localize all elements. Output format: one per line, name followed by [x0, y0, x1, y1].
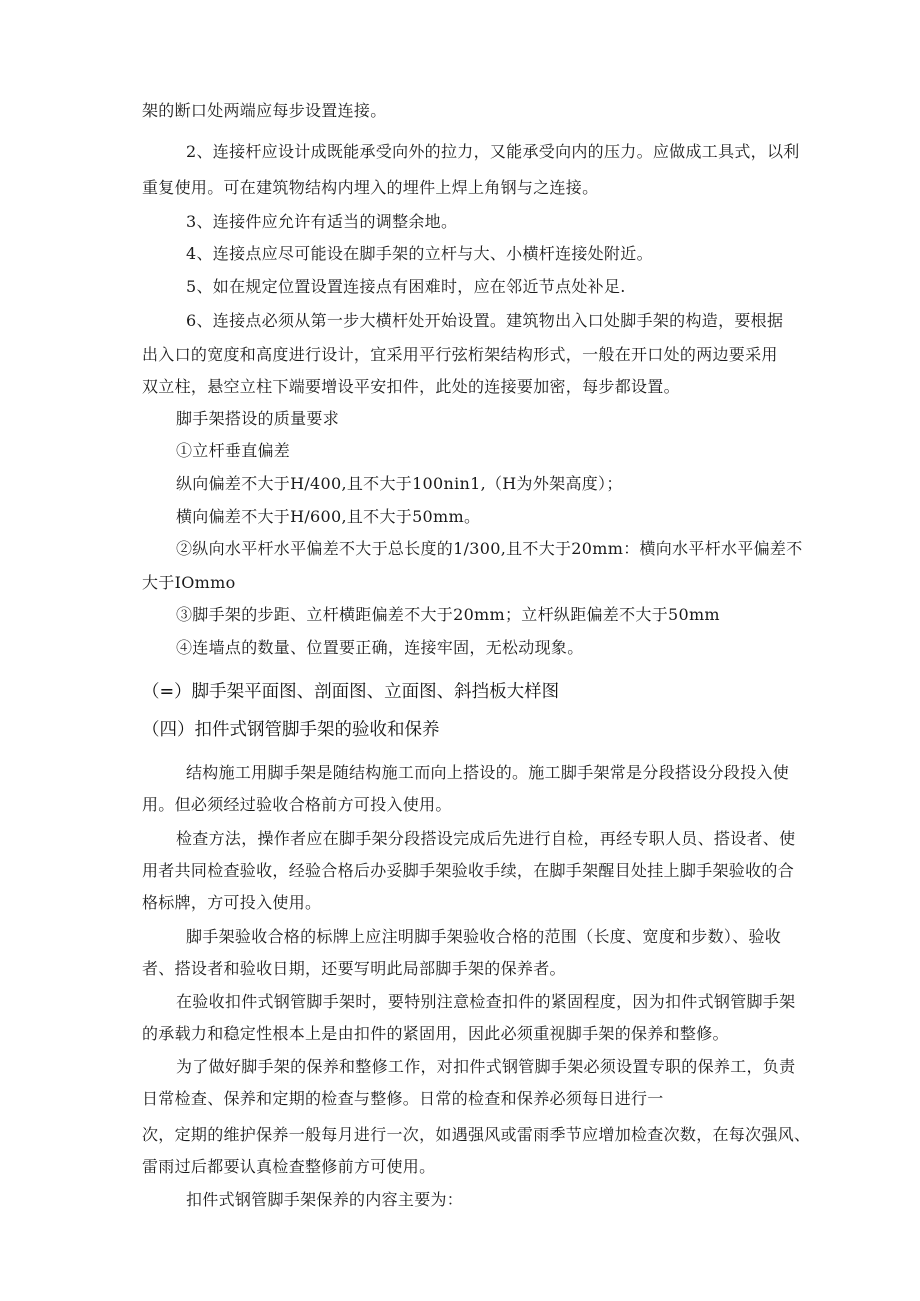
text-line: 在验收扣件式钢管脚手架时，要特别注意检查扣件的紧固程度，因为扣件式钢管脚手架 [176, 992, 796, 1011]
text-line: ④连墙点的数量、位置要正确，连接牢固，无松动现象。 [176, 638, 584, 657]
text-line: 日常检查、保养和定期的检查与整修。日常的检查和保养必须每日进行一 [142, 1089, 664, 1108]
text-line: 格标牌，方可投入使用。 [142, 893, 322, 912]
text-line: 雷雨过后都要认真检查整修前方可使用。 [142, 1157, 436, 1176]
text-line: 重复使用。可在建筑物结构内埋入的埋件上焊上角钢与之连接。 [142, 178, 599, 197]
text-line: 横向偏差不大于H/600,且不大于50mm。 [176, 507, 481, 526]
text-line: 大于IOmmo [142, 573, 236, 592]
text-line: 脚手架验收合格的标牌上应注明脚手架验收合格的范围（长度、宽度和步数）、验收 [186, 927, 782, 946]
text-line: 2、连接杆应设计成既能承受向外的拉力，又能承受向内的压力。应做成工具式，以利 [186, 142, 800, 161]
text-line: 3、连接件应允许有适当的调整余地。 [186, 212, 458, 231]
text-line: 的承载力和稳定性根本上是由扣件的紧固用，因此必须重视脚手架的保养和整修。 [142, 1024, 729, 1043]
text-line: ②纵向水平杆水平偏差不大于总长度的1/300,且不大于20mm：横向水平杆水平偏差不 [176, 539, 803, 558]
section-heading: （=）脚手架平面图、剖面图、立面图、斜挡板大样图 [142, 682, 560, 702]
text-line: 4、连接点应尽可能设在脚手架的立杆与大、小横杆连接处附近。 [186, 244, 653, 263]
section-heading: （四）扣件式钢管脚手架的验收和保养 [142, 720, 440, 740]
text-line: 5、如在规定位置设置连接点有困难时，应在邻近节点处补足. [186, 277, 626, 296]
text-line: 6、连接点必须从第一步大横杆处开始设置。建筑物出入口处脚手架的构造，要根据 [186, 311, 784, 330]
text-line: 者、搭设者和验收日期，还要写明此局部脚手架的保养者。 [142, 959, 566, 978]
text-line: 出入口的宽度和高度进行设计，宜采用平行弦桁架结构形式，一般在开口处的两边要采用 [142, 345, 778, 364]
text-line: 检查方法，操作者应在脚手架分段搭设完成后先进行自检，再经专职人员、搭设者、使 [176, 829, 796, 848]
text-line: 用。但必须经过验收合格前方可投入使用。 [142, 795, 452, 814]
text-line: 双立柱，悬空立柱下端要增设平安扣件，此处的连接要加密，每步都设置。 [142, 377, 680, 396]
text-line: 用者共同检查验收，经验合格后办妥脚手架验收手续，在脚手架醒目处挂上脚手架验收的合 [142, 861, 795, 880]
text-line: 为了做好脚手架的保养和整修工作，对扣件式钢管脚手架必须设置专职的保养工，负责 [176, 1057, 796, 1076]
text-line: 次，定期的维护保养一般每月进行一次，如遇强风或雷雨季节应增加检查次数，在每次强风、 [142, 1125, 811, 1144]
text-line: 架的断口处两端应每步设置连接。 [142, 101, 387, 120]
text-line: 纵向偏差不大于H/400,且不大于100nin1,（H为外架高度）； [176, 474, 623, 493]
text-line: 结构施工用脚手架是随结构施工而向上搭设的。施工脚手架常是分段搭设分段投入使 [186, 763, 790, 782]
text-line: 脚手架搭设的质量要求 [176, 409, 340, 428]
text-line: ③脚手架的步距、立杆横距偏差不大于20mm；立杆纵距偏差不大于50mm [176, 605, 720, 624]
text-line: ①立杆垂直偏差 [176, 441, 291, 460]
text-line: 扣件式钢管脚手架保养的内容主要为： [186, 1190, 464, 1209]
